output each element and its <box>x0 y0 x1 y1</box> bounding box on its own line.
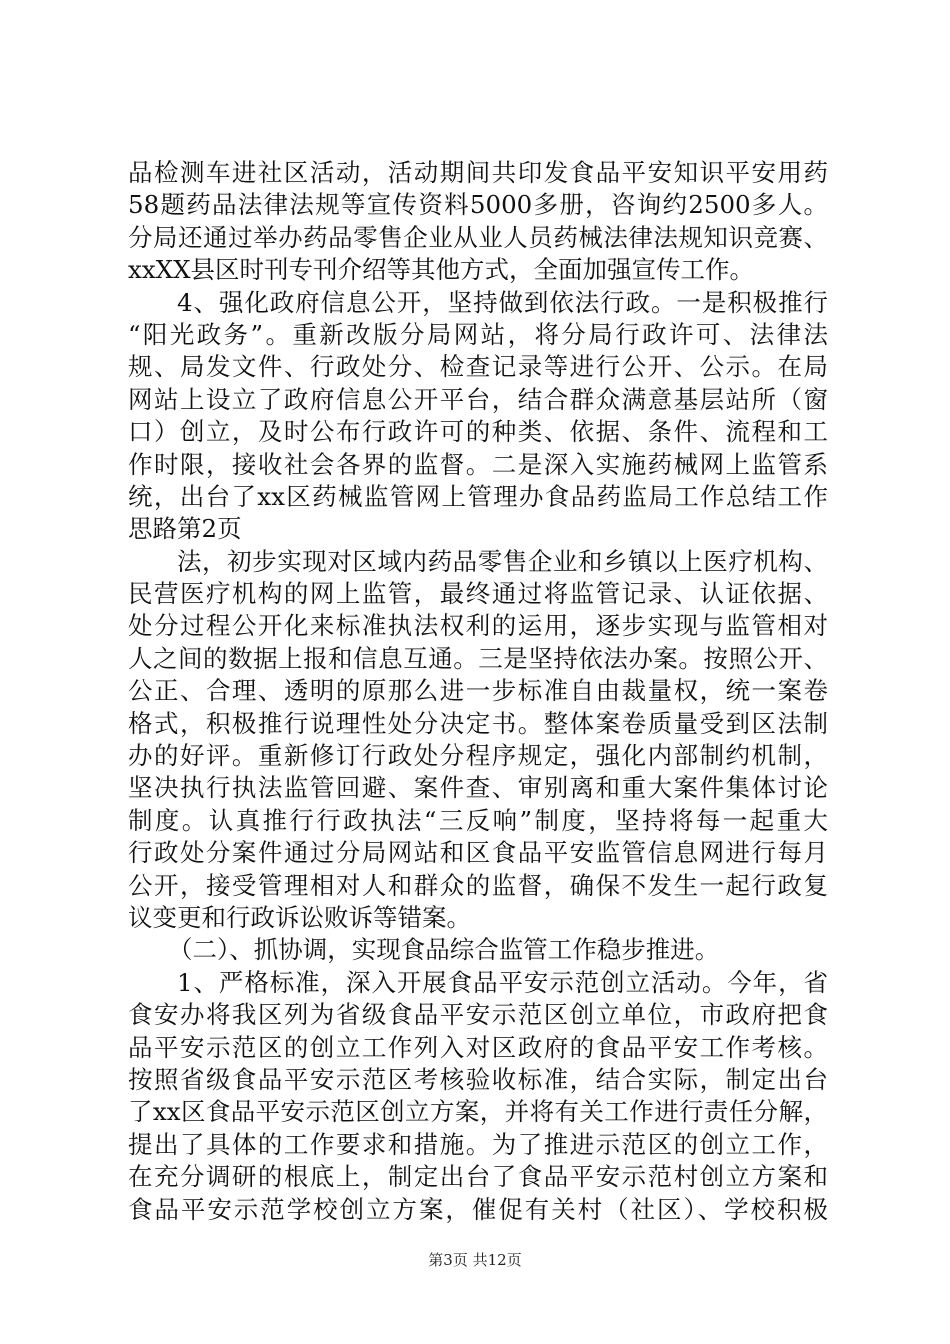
text-line: 食安办将我区列为省级食品平安示范区创立单位，市政府把食 <box>128 1000 828 1030</box>
paragraph-start-line: 1、严格标准，深入开展食品平安示范创立活动。今年，省 <box>177 967 828 997</box>
text-line: 网站上设立了政府信息公开平台，结合群众满意基层站所（窗 <box>128 384 828 414</box>
text-line: 了xx区食品平安示范区创立方案，并将有关工作进行责任分解， <box>128 1097 828 1127</box>
text-line: 制度。认真推行行政执法“三反响”制度，坚持将每一起重大 <box>128 805 828 835</box>
document-body <box>128 157 828 1226</box>
text-line: xxXX县区时刊专刊介绍等其他方式，全面加强宣传工作。 <box>128 255 755 285</box>
text-line: 办的好评。重新修订行政处分程序规定，强化内部制约机制， <box>128 741 828 771</box>
text-line: 思路第2页 <box>128 514 242 544</box>
text-line: 品检测车进社区活动，活动期间共印发食品平安知识平安用药 <box>128 158 828 187</box>
text-line: 按照省级食品平安示范区考核验收标准，结合实际，制定出台 <box>128 1064 828 1094</box>
text-line: 食品平安示范学校创立方案，催促有关村（社区）、学校积极 <box>128 1194 828 1224</box>
text-line: “阳光政务”。重新改版分局网站，将分局行政许可、法律法 <box>128 319 828 349</box>
text-line: 作时限，接收社会各界的监督。二是深入实施药械网上监管系 <box>128 449 828 479</box>
text-line: 提出了具体的工作要求和措施。为了推进示范区的创立工作， <box>128 1129 828 1159</box>
text-line: 统，出台了xx区药械监管网上管理办食品药监局工作总结工作 <box>128 481 828 511</box>
text-line: 格式，积极推行说理性处分决定书。整体案卷质量受到区法制 <box>128 708 828 738</box>
text-line: 处分过程公开化来标准执法权利的运用，逐步实现与监管相对 <box>128 611 828 641</box>
text-line: 民营医疗机构的网上监管，最终通过将监管记录、认证依据、 <box>128 579 828 609</box>
text-line: 分局还通过举办药品零售企业从业人员药械法律法规知识竞赛、 <box>128 222 828 252</box>
text-line: 人之间的数据上报和信息互通。三是坚持依法办案。按照公开、 <box>128 643 828 673</box>
page-footer <box>0 1250 950 1270</box>
section-heading-line: （二）、抓协调，实现食品综合监管工作稳步推进。 <box>168 935 720 965</box>
text-line: 议变更和行政诉讼败诉等错案。 <box>128 902 471 932</box>
text-line: 品平安示范区的创立工作列入对区政府的食品平安工作考核。 <box>128 1032 828 1062</box>
text-line: 在充分调研的根底上，制定出台了食品平安示范村创立方案和 <box>128 1162 828 1192</box>
text-line: 口）创立，及时公布行政许可的种类、依据、条件、流程和工 <box>128 417 828 447</box>
paragraph-start-line: 法，初步实现对区域内药品零售企业和乡镇以上医疗机构、 <box>177 546 828 576</box>
text-line: 58题药品法律法规等宣传资料5000多册，咨询约2500多人。 <box>128 190 828 220</box>
text-line: 规、局发文件、行政处分、检查记录等进行公开、公示。在局 <box>128 352 828 382</box>
text-line: 行政处分案件通过分局网站和区食品平安监管信息网进行每月 <box>128 838 828 868</box>
paragraph-start-line: 4、强化政府信息公开，坚持做到依法行政。一是积极推行 <box>177 287 828 317</box>
page-number-label: 第3页 共12页 <box>428 1251 522 1269</box>
text-line: 公正、合理、透明的原那么进一步标准自由裁量权，统一案卷 <box>128 676 828 706</box>
text-line: 公开，接受管理相对人和群众的监督，确保不发生一起行政复 <box>128 870 828 900</box>
text-line: 坚决执行执法监管回避、案件查、审别离和重大案件集体讨论 <box>128 773 828 803</box>
